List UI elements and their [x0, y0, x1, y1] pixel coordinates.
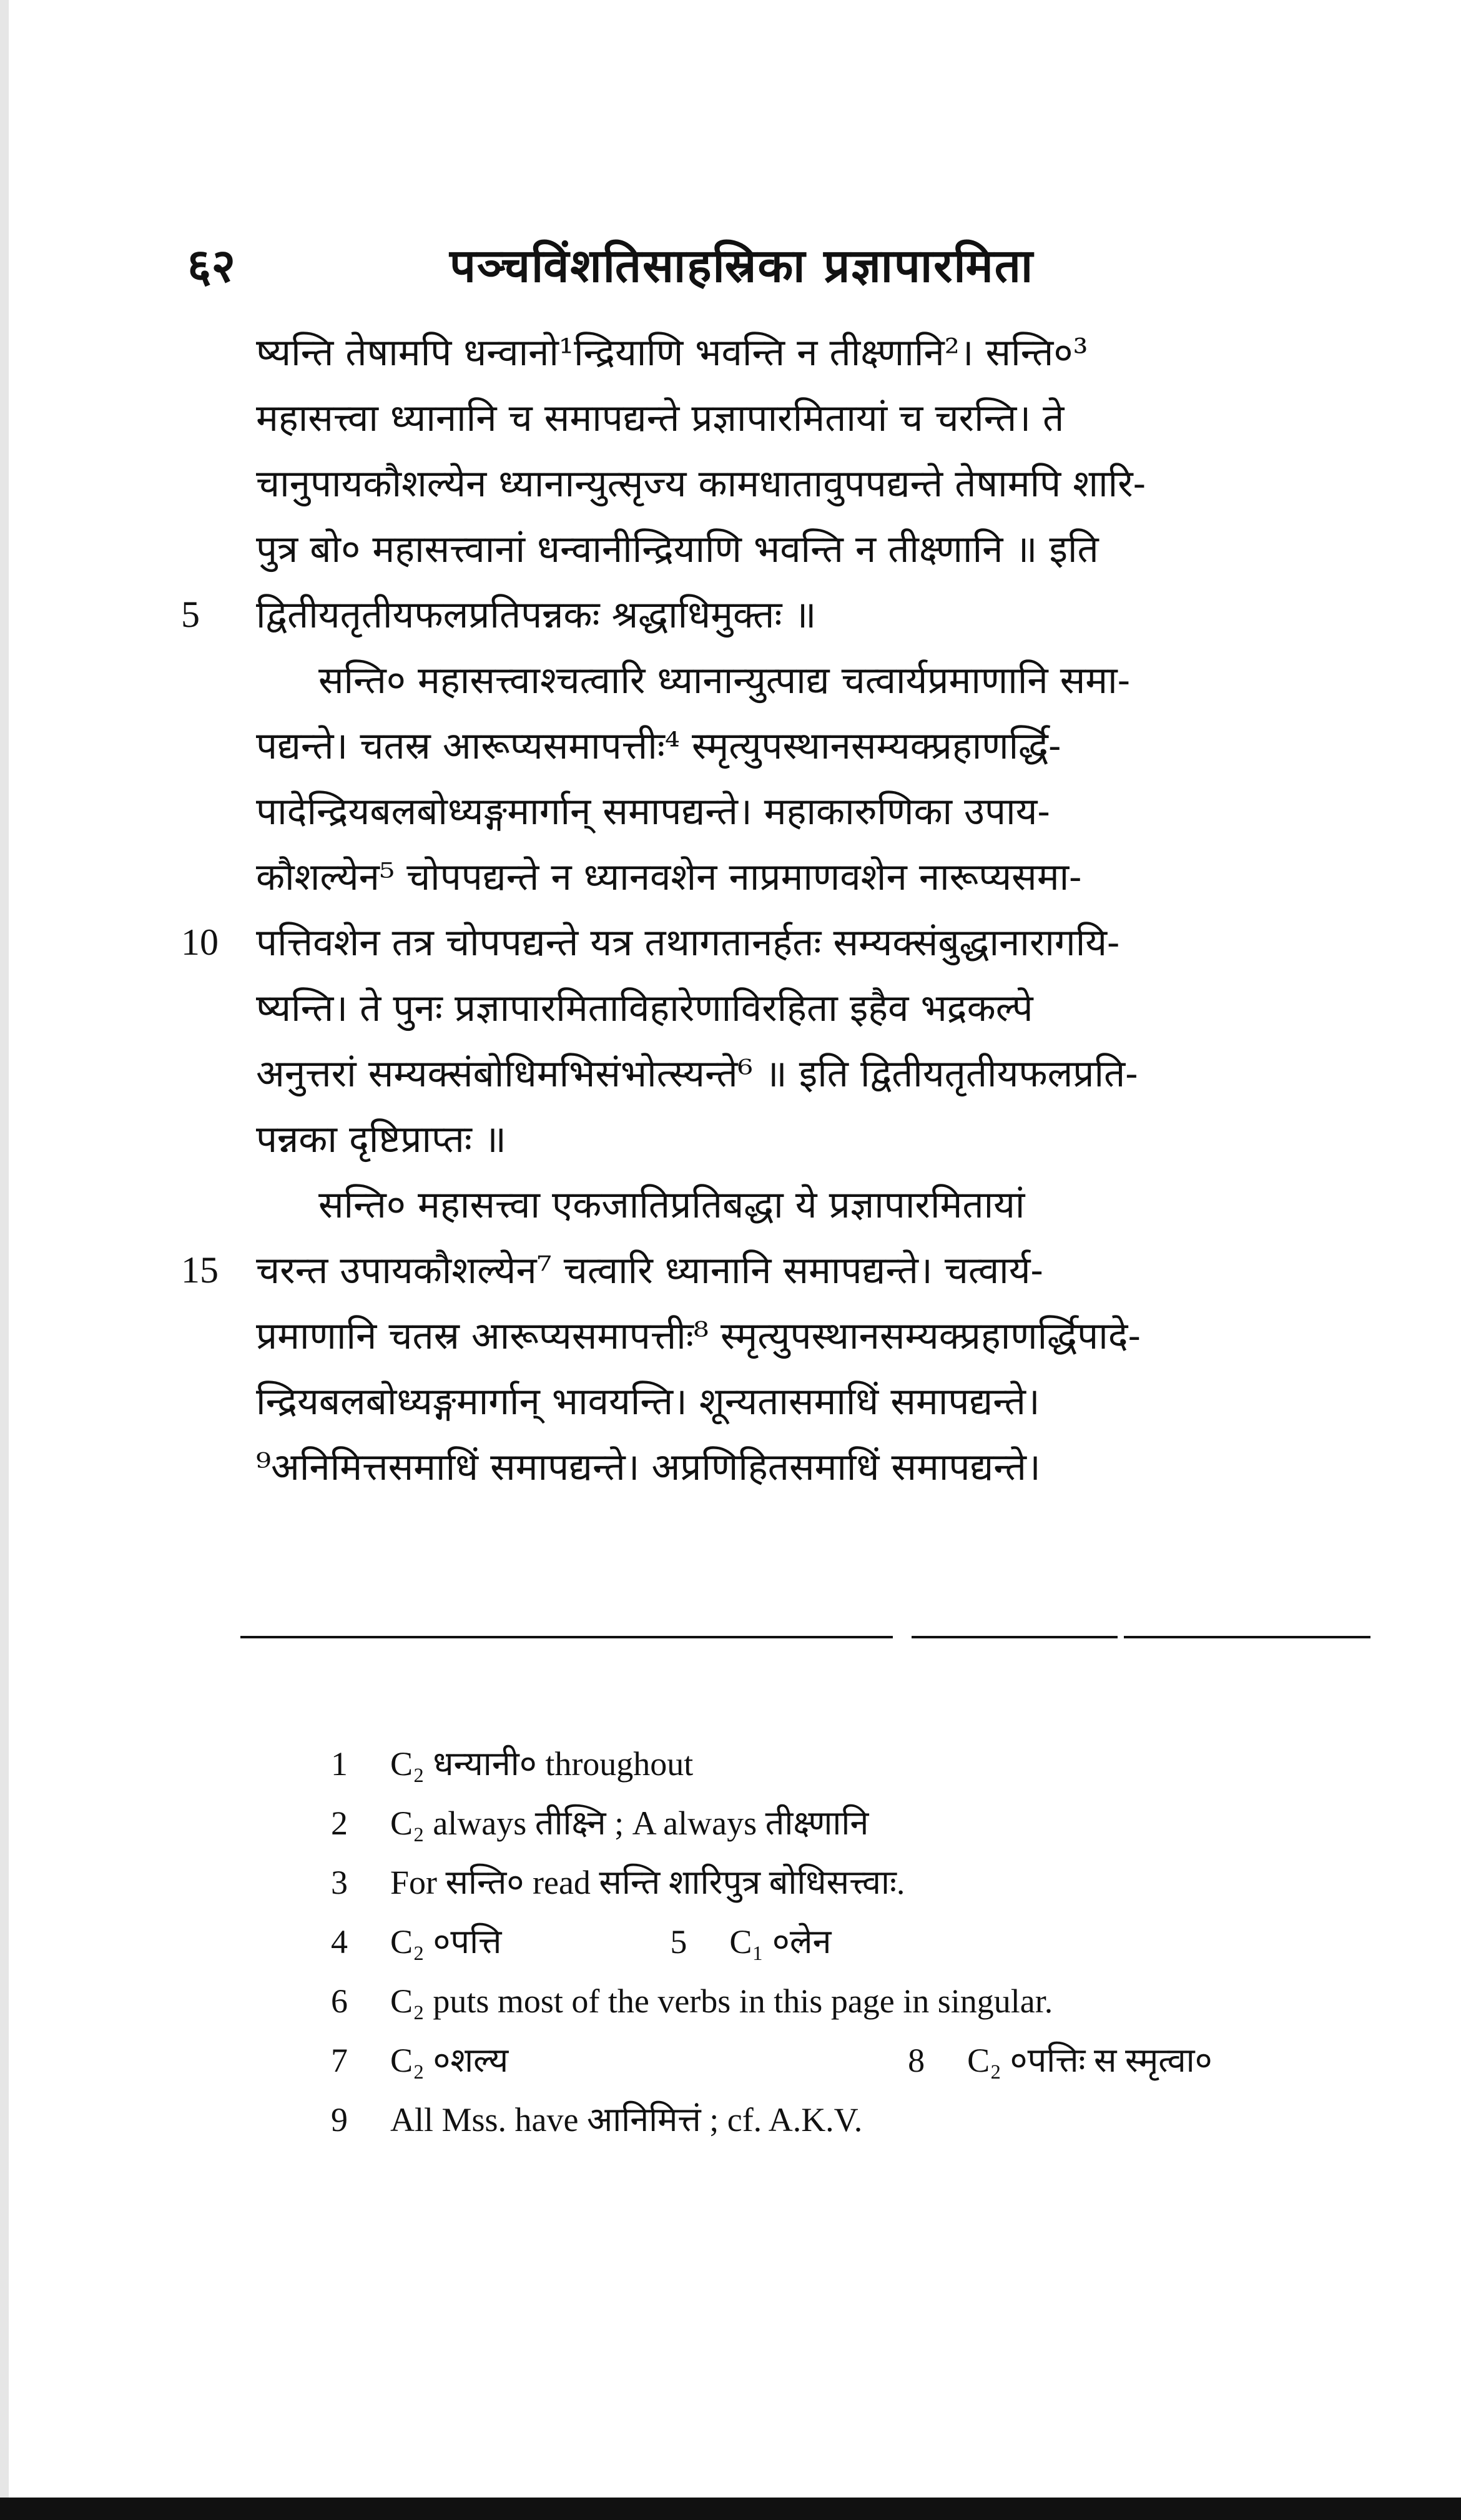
line-number: 5	[181, 594, 200, 635]
footnote-number: 7	[331, 2042, 348, 2079]
page-bottom-edge	[0, 2498, 1461, 2520]
footnote-rule	[240, 1636, 893, 1638]
text-line: पद्यन्ते। चतस्र आरूप्यसमापत्तीः⁴ स्मृत्युपस्थानसम्यक्प्रहाणर्द्धि-	[256, 724, 1061, 768]
footnote	[331, 1801, 868, 1845]
footnote-text: C₁ ०लेन	[729, 1923, 832, 1961]
footnote-number: 5	[670, 1923, 687, 1961]
footnote-number: 8	[908, 2042, 925, 2079]
text-line: प्रमाणानि चतस्र आरूप्यसमापत्तीः⁸ स्मृत्युपस्थानसम्यक्प्रहाणर्द्धिपादे-	[256, 1314, 1141, 1358]
footnote-number: 1	[331, 1745, 348, 1783]
footnote-number: 3	[331, 1864, 348, 1901]
footnote	[331, 1742, 693, 1786]
text-line: द्वितीयतृतीयफलप्रतिपन्नकः श्रद्धाधिमुक्तः ॥	[256, 593, 817, 637]
text-line: महासत्त्वा ध्यानानि च समापद्यन्ते प्रज्ञापारमितायां च चरन्ति। ते	[256, 396, 1065, 440]
text-line: सन्ति० महासत्त्वा एकजातिप्रतिबद्धा ये प्रज्ञापारमितायां	[318, 1183, 1025, 1227]
footnote	[331, 1920, 831, 1964]
footnote-text: C₂ ०शल्य	[390, 2042, 509, 2079]
footnote-text: C₂ धन्यानी० throughout	[390, 1745, 694, 1783]
text-line: चानुपायकौशल्येन ध्यानान्युत्सृज्य कामधातावुपपद्यन्ते तेषामपि शारि-	[256, 462, 1146, 506]
footnote-number: 6	[331, 1982, 348, 2020]
text-line: चरन्त उपायकौशल्येन⁷ चत्वारि ध्यानानि समापद्यन्ते। चत्वार्य-	[256, 1249, 1043, 1292]
line-number: 15	[181, 1249, 219, 1291]
footnote-rule	[1124, 1636, 1370, 1638]
footnote	[331, 2039, 1213, 2082]
footnote	[331, 1979, 1053, 2023]
footnote-text: C₂ ०पत्ति	[390, 1923, 502, 1961]
footnote-text: C₂ ०पत्तिः स स्मृत्वा०	[967, 2042, 1213, 2079]
footnote-rule	[912, 1636, 1118, 1638]
footnote-text: C₂ always तीक्ष्नि ; A always तीक्ष्णानि	[390, 1804, 869, 1842]
footnote-text: All Mss. have आनिमित्तं ; cf. A.K.V.	[390, 2101, 863, 2139]
footnote-text: For सन्ति० read सन्ति शारिपुत्र बोधिसत्त्वाः.	[390, 1864, 905, 1901]
text-line: कौशल्येन⁵ चोपपद्यन्ते न ध्यानवशेन नाप्रमाणवशेन नारूप्यसमा-	[256, 855, 1082, 899]
text-line: पादेन्द्रियबलबोध्यङ्गमार्गान् समापद्यन्ते। महाकारुणिका उपाय-	[256, 790, 1050, 834]
text-line: ष्यन्ति तेषामपि धन्वानो¹न्द्रियाणि भवन्ति न तीक्ष्णानि²। सन्ति०³	[256, 331, 1088, 375]
footnote-number: 9	[331, 2101, 348, 2139]
line-number: 10	[181, 922, 219, 963]
footnote	[331, 2098, 862, 2142]
text-line: न्द्रियबलबोध्यङ्गमार्गान् भावयन्ति। शून्यतासमाधिं समापद्यन्ते।	[256, 1380, 1040, 1424]
footnote	[331, 1861, 905, 1904]
footnote-number: 2	[331, 1804, 348, 1842]
text-line: ष्यन्ति। ते पुनः प्रज्ञापारमिताविहारेणाविरहिता इहैव भद्रकल्पे	[256, 987, 1033, 1030]
footnote-text: C₂ puts most of the verbs in this page in singular.	[390, 1982, 1053, 2020]
text-line: अनुत्तरां सम्यक्संबोधिमभिसंभोत्स्यन्ते⁶ ॥ इति द्वितीयतृतीयफलप्रति-	[256, 1052, 1138, 1096]
page-number: ६२	[187, 239, 235, 293]
text-line: पन्नका दृष्टिप्राप्तः ॥	[256, 1118, 506, 1161]
page-header	[187, 232, 1361, 307]
text-line: पुत्र बो० महासत्त्वानां धन्वानीन्द्रियाणि भवन्ति न तीक्ष्णानि ॥ इति	[256, 528, 1099, 571]
running-title: पञ्चविंशतिसाहस्रिका प्रज्ञापारमिता	[450, 239, 1035, 293]
footnote-number: 4	[331, 1923, 348, 1961]
page-left-edge	[0, 0, 9, 2520]
text-line: सन्ति० महासत्त्वाश्चत्वारि ध्यानान्युत्पाद्य चत्वार्यप्रमाणानि समा-	[318, 659, 1130, 702]
text-line: पत्तिवशेन तत्र चोपपद्यन्ते यत्र तथागतानर्हतः सम्यक्संबुद्धानारागयि-	[256, 921, 1120, 965]
text-line: ⁹अनिमित्तसमाधिं समापद्यन्ते। अप्रणिहितसमाधिं समापद्यन्ते।	[256, 1445, 1041, 1489]
